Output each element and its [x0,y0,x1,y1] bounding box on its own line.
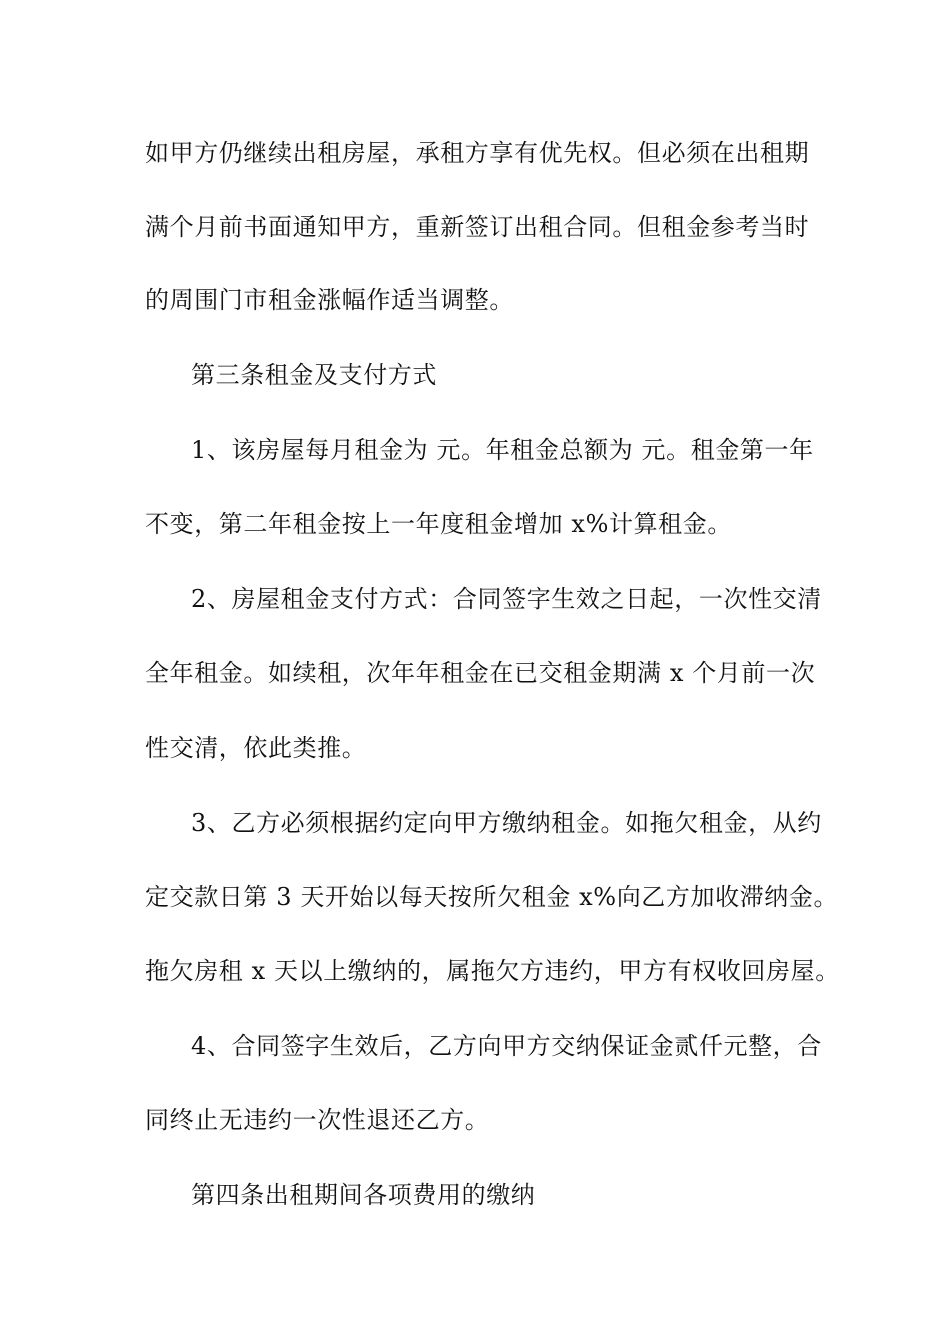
clause-3-3-line-1: 3、乙方必须根据约定向甲方缴纳租金。如拖欠租金，从约 [191,809,822,837]
clause-3-2-line-1: 2、房屋租金支付方式：合同签字生效之日起，一次性交清 [191,585,822,613]
clause-3-4-line-1: 4、合同签字生效后，乙方向甲方交纳保证金贰仟元整，合 [191,1032,822,1060]
clause-3-3-line-2: 定交款日第 3 天开始以每天按所欠租金 x%向乙方加收滞纳金。 [145,883,839,911]
clause-3-3-line-3: 拖欠房租 x 天以上缴纳的，属拖欠方违约，甲方有权收回房屋。 [145,957,840,985]
clause-3-2-line-2: 全年租金。如续租，次年年租金在已交租金期满 x 个月前一次 [145,659,816,687]
clause-3-1-line-1: 1、该房屋每月租金为 元。年租金总额为 元。租金第一年 [191,436,814,464]
section-heading-3: 第三条租金及支付方式 [191,361,437,389]
clause-3-2-line-3: 性交清，依此类推。 [145,734,367,762]
clause-3-1-line-2: 不变，第二年租金按上一年度租金增加 x%计算租金。 [145,510,732,538]
section-heading-4: 第四条出租期间各项费用的缴纳 [191,1181,536,1209]
text-line-3: 的周围门市租金涨幅作适当调整。 [145,286,514,314]
clause-3-4-line-2: 同终止无违约一次性退还乙方。 [145,1106,490,1134]
text-line-2: 满个月前书面通知甲方，重新签订出租合同。但租金参考当时 [145,213,810,241]
text-line-1: 如甲方仍继续出租房屋，承租方享有优先权。但必须在出租期 [145,139,810,167]
